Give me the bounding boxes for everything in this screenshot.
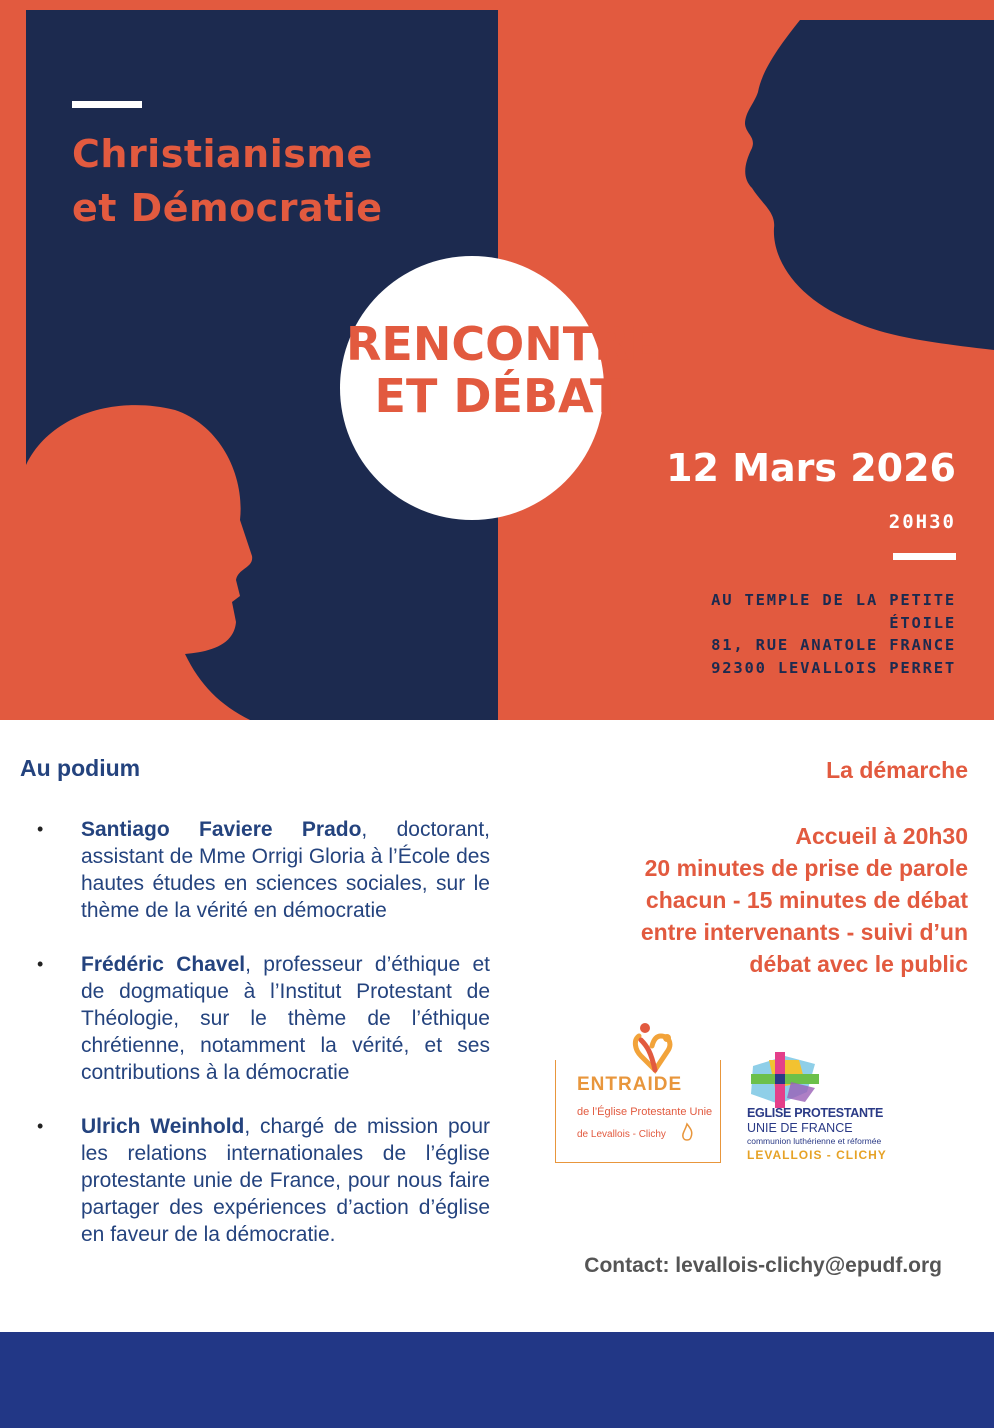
address-line: 81, RUE ANATOLE FRANCE [711,636,956,654]
list-item [30,1113,490,1248]
epudf-location: LEVALLOIS - CLICHY [747,1148,887,1162]
right-face-silhouette [745,20,994,350]
entraide-title: ENTRAIDE [577,1074,683,1095]
contact-email: Contact: levallois-clichy@epudf.org [584,1254,942,1277]
speaker-role: , chargé de mission pour les relations internationales de l’église protestante unie de France, pour nous faire partager des expériences d’action d’église en faveur de la démocratie. [81,1115,490,1246]
programme-line: entre intervenants - suivi d’un [640,919,968,945]
entraide-location: de Levallois - Clichy [577,1129,666,1140]
speaker-description [81,1113,490,1248]
epudf-tagline: communion luthérienne et réformée [747,1136,882,1146]
demarche-heading: La démarche [826,757,968,783]
speaker-list [30,816,490,1275]
list-item [30,951,490,1086]
programme-line: débat avec le public [749,951,968,977]
speaker-description [81,816,490,924]
address-line: AU TEMPLE DE LA PETITE [711,591,956,609]
list-item [30,816,490,924]
left-face-silhouette [26,405,252,720]
epudf-name-line1: EGLISE PROTESTANTE [747,1106,884,1120]
event-address [711,589,956,679]
programme-line: chacun - 15 minutes de débat [645,887,968,913]
speaker-role: , doctorant, assistant de Mme Orrigi Gloria à l’École des hautes études en sciences sociales, sur le thème de la vérité en démocratie [81,818,490,922]
flame-icon [677,1122,697,1144]
programme-line: 20 minutes de prise de parole [644,855,968,881]
epudf-name-line2: UNIE DE FRANCE [747,1121,853,1135]
programme-text [548,820,968,980]
event-time: 20H30 [888,511,956,533]
entraide-logo [555,1022,721,1164]
epudf-cross-icon [745,1052,825,1108]
title-rule [72,101,142,108]
bullet-icon: • [37,1116,44,1136]
headline-line1: RENCONTRE [346,317,661,371]
address-line: 92300 LEVALLOIS PERRET [711,658,956,677]
event-title-line2: et Démocratie [72,186,383,230]
speaker-role: , professeur d’éthique et de dogmatique à l’Institut Protestant de Théologie, sur le thème de l’éthique chrétienne, notamment la vérité, et ses contributions à la démocratie [81,953,491,1084]
entraide-subtitle: de l’Église Protestante Unie [577,1106,713,1118]
speaker-name: Frédéric Chavel [81,953,246,976]
event-date: 12 Mars 2026 [666,446,956,490]
bullet-icon: • [37,954,44,974]
speaker-description [81,951,490,1086]
footer-band [0,1332,994,1428]
bullet-icon: • [37,819,44,839]
time-rule [893,553,956,560]
event-title-line1: Christianisme [72,132,373,176]
epudf-logo [745,1052,945,1164]
address-line: ÉTOILE [889,613,956,632]
podium-heading: Au podium [20,755,141,781]
speaker-name: Santiago Faviere Prado [81,818,362,841]
headline-line2: ET DÉBAT [374,369,622,423]
speaker-name: Ulrich Weinhold [81,1115,245,1138]
programme-line: Accueil à 20h30 [795,823,968,849]
